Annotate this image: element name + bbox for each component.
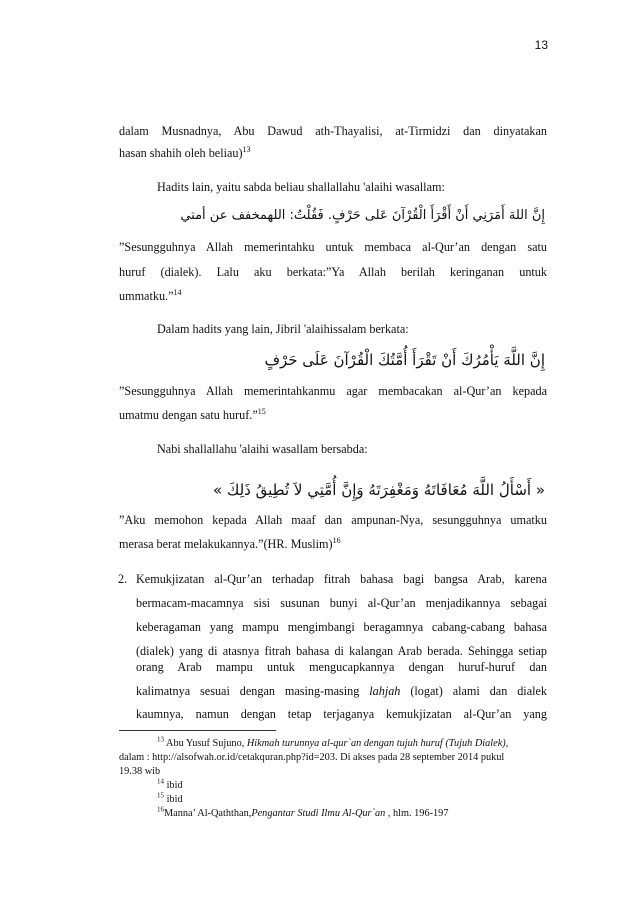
list-item-line: kaumnya, namun dengan tetap terjaganya kemukjizatan al-Qur’an yang bbox=[136, 707, 547, 721]
list-item-line: keberagaman yang mampu mengimbangi beragamnya cabang-cabang bahasa bbox=[136, 620, 547, 634]
paragraph-line: Hadits lain, yaitu sabda beliau shallallahu 'alaihi wasallam: bbox=[157, 180, 445, 194]
list-number: 2. bbox=[118, 572, 128, 586]
paragraph-line: Nabi shallallahu 'alaihi wasallam bersabda: bbox=[157, 442, 368, 456]
paragraph-line: hasan shahih oleh beliau)$^{13}$ bbox=[119, 144, 251, 160]
list-item-line: orang Arab mampu untuk mengucapkannya dengan huruf-huruf dan bbox=[136, 660, 547, 674]
list-item-line: bermacam-macamnya sisi susunan bunyi al-Qur’an menjadikannya sebagai bbox=[136, 596, 547, 610]
footnote-13-line: 19.38 wib bbox=[119, 766, 161, 777]
paragraph-line: huruf (dialek). Lalu aku berkata:”Ya Allah berilah keringanan untuk bbox=[119, 265, 547, 279]
footnote-ref: 14 bbox=[173, 287, 182, 297]
paragraph-line: dalam Musnadnya, Abu Dawud ath-Thayalisi, at-Tirmidzi dan dinyatakan bbox=[119, 124, 547, 138]
footnote-15: $^{15}$ ibid bbox=[157, 791, 183, 805]
footnote-14: $^{14}$ ibid bbox=[157, 777, 183, 791]
paragraph-line: umatmu dengan satu huruf.”$^{15}$ bbox=[119, 406, 266, 422]
paragraph-line: merasa berat melakukannya.”(HR. Muslim)$^{16}$ bbox=[119, 535, 341, 551]
list-item-line: Kemukjizatan al-Qur’an terhadap fitrah bahasa bagi bangsa Arab, karena bbox=[136, 572, 547, 586]
paragraph-line: ”Sesungguhnya Allah memerintahku untuk membaca al-Qur’an dengan satu bbox=[119, 240, 547, 254]
paragraph-line: ummatku.”$^{14}$ bbox=[119, 287, 182, 303]
footnote-ref: 16 bbox=[332, 535, 341, 545]
paragraph-line: Dalam hadits yang lain, Jibril 'alaihissalam berkata: bbox=[157, 322, 409, 336]
footnote-13: $^{13}$ Abu Yusuf Sujuno, Hikmah turunnya al-qur`an dengan tujuh huruf (Tujuh Dialek), bbox=[157, 735, 509, 749]
list-item-line: (dialek) yang di atasnya fitrah bahasa di kalangan Arab berada. Sehingga setiap bbox=[136, 644, 547, 658]
arabic-hadith-3: « أَسْأَلُ اللَّهَ مُعَافَاتَهُ وَمَغْفِرَتَهُ وَإِنَّ أُمَّتِي لاَ تُطِيقُ ذَلِكَ » bbox=[213, 481, 545, 499]
footnote-16: $^{16}$Manna’ Al-Qaththan,Pengantar Studi Ilmu Al-Qur`an , hlm. 196-197 bbox=[157, 805, 449, 819]
paragraph-line: ”Sesungguhnya Allah memerintahkanmu agar membacakan al-Qur’an kepada bbox=[119, 384, 547, 398]
list-item-line: kalimatnya sesuai dengan masing-masing lahjah (logat) alami dan dialek bbox=[136, 684, 547, 698]
page-number: 13 bbox=[534, 38, 548, 52]
footnote-ref: 15 bbox=[257, 406, 266, 416]
paragraph-line: ”Aku memohon kepada Allah maaf dan ampunan-Nya, sesungguhnya umatku bbox=[119, 513, 547, 527]
arabic-hadith-2: إِنَّ اللَّهَ يَأْمُرُكَ أَنْ تَقْرَأَ أُمَّتُكَ الْقُرْآنَ عَلَى حَرْفٍ bbox=[264, 351, 545, 369]
footnote-divider bbox=[119, 730, 276, 731]
footnote-ref: 13 bbox=[242, 144, 251, 154]
footnote-13-line: dalam : http://alsofwah.or.id/cetakquran.php?id=203. Di akses pada 28 september 2014 pukul bbox=[119, 752, 505, 763]
arabic-hadith-1: إِنَّ اللهَ أَمَرَنِي أَنْ أَقْرَأَ الْقُرْآنَ عَلى حَرْفٍ. فَقُلْتُ: اللهمخفف عن أمتي bbox=[180, 208, 545, 223]
